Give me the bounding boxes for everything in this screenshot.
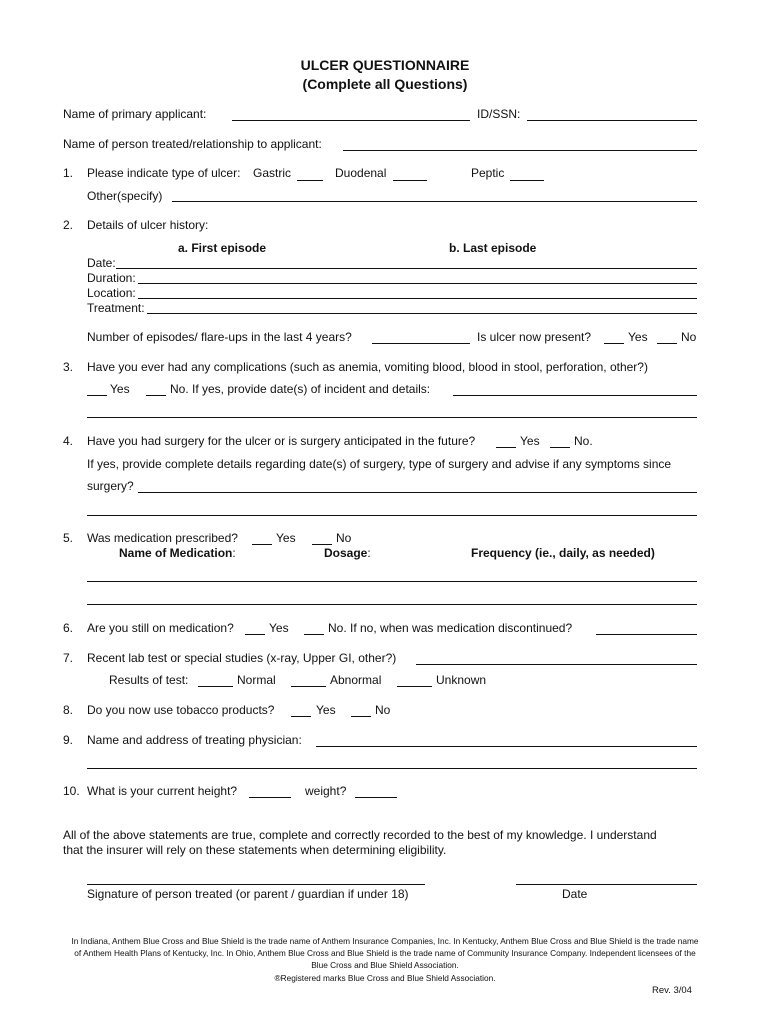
primary-applicant-label: Name of primary applicant: bbox=[63, 107, 207, 121]
footer-line-4: ®Registered marks Blue Cross and Blue Shield Association. bbox=[274, 973, 496, 983]
q5-dosage-header: Dosage: bbox=[324, 546, 371, 560]
q1-duodenal-label: Duodenal bbox=[335, 166, 387, 180]
q4-no-field[interactable] bbox=[550, 447, 570, 448]
q6-yes-label: Yes bbox=[269, 621, 289, 635]
q2-duration-label: Duration: bbox=[87, 271, 136, 285]
q5-no-label: No bbox=[336, 531, 352, 545]
q6-yes-field[interactable] bbox=[245, 634, 265, 635]
q4-yes-label: Yes bbox=[520, 434, 540, 448]
q5-medication-row-1[interactable] bbox=[87, 581, 697, 582]
q1-other-field[interactable] bbox=[172, 201, 697, 202]
q4-no-label: No. bbox=[574, 434, 593, 448]
date-label: Date bbox=[562, 887, 588, 901]
q2-first-episode: a. First episode bbox=[178, 241, 267, 255]
q7-unknown-field[interactable] bbox=[397, 686, 432, 687]
q2-location-label: Location: bbox=[87, 286, 136, 300]
q4-surgery-label: surgery? bbox=[87, 479, 134, 493]
q5-frequency-header: Frequency (ie., daily, as needed) bbox=[471, 546, 655, 560]
q2-location-field[interactable] bbox=[138, 298, 697, 299]
q2-last-episode: b. Last episode bbox=[449, 241, 537, 255]
q8-no-label: No bbox=[375, 703, 391, 717]
q4-details-text: If yes, provide complete details regarding date(s) of surgery, type of surgery and advise if any symptoms since bbox=[87, 457, 672, 471]
q5-number: 5. bbox=[63, 531, 74, 545]
q4-yes-field[interactable] bbox=[496, 447, 516, 448]
footer-line-2: of Anthem Health Plans of Kentucky, Inc. In Ohio, Anthem Blue Cross and Blue Shield is the trade name of Community Insurance Company. Independent licensees of the bbox=[74, 948, 696, 958]
q2-number: 2. bbox=[63, 218, 74, 232]
q7-field[interactable] bbox=[416, 664, 697, 665]
q8-number: 8. bbox=[63, 703, 74, 717]
q9-text: Name and address of treating physician: bbox=[87, 733, 302, 747]
q6-number: 6. bbox=[63, 621, 74, 635]
q7-normal-label: Normal bbox=[237, 673, 276, 687]
q8-yes-label: Yes bbox=[316, 703, 336, 717]
q4-text: Have you had surgery for the ulcer or is surgery anticipated in the future? bbox=[87, 434, 476, 448]
q2-present-yes-label: Yes bbox=[628, 330, 648, 344]
q3-details-field[interactable] bbox=[453, 395, 697, 396]
q8-yes-field[interactable] bbox=[291, 716, 311, 717]
q7-abnormal-field[interactable] bbox=[291, 686, 326, 687]
q5-dosage: Dosage bbox=[324, 546, 368, 560]
person-treated-label: Name of person treated/relationship to applicant: bbox=[63, 137, 322, 151]
q7-results-label: Results of test: bbox=[109, 673, 189, 687]
q2-date-label: Date: bbox=[87, 256, 116, 270]
person-treated-field[interactable] bbox=[343, 150, 697, 151]
q3-text: Have you ever had any complications (such as anemia, vomiting blood, blood in stool, perforation, other?) bbox=[87, 360, 648, 374]
q5-medication-name: Name of Medication bbox=[119, 546, 233, 560]
statement-line-1: All of the above statements are true, complete and correctly recorded to the best of my knowledge. I understand bbox=[63, 828, 657, 842]
q6-no-label: No. If no, when was medication discontinued? bbox=[328, 621, 573, 635]
q1-duodenal-field[interactable] bbox=[393, 180, 427, 181]
q9-number: 9. bbox=[63, 733, 74, 747]
q2-treatment-field[interactable] bbox=[147, 313, 697, 314]
q6-text: Are you still on medication? bbox=[87, 621, 234, 635]
q6-no-field[interactable] bbox=[304, 634, 324, 635]
q1-text: Please indicate type of ulcer: bbox=[87, 166, 241, 180]
q5-medication-header: Name of Medication: bbox=[119, 546, 236, 560]
q7-abnormal-label: Abnormal bbox=[330, 673, 382, 687]
q7-number: 7. bbox=[63, 651, 74, 665]
form-title: ULCER QUESTIONNAIRE bbox=[300, 57, 470, 73]
form-subtitle: (Complete all Questions) bbox=[302, 76, 468, 92]
q10-weight-field[interactable] bbox=[355, 797, 397, 798]
q2-present-no-field[interactable] bbox=[657, 343, 677, 344]
id-ssn-field[interactable] bbox=[527, 120, 697, 121]
q5-yes-label: Yes bbox=[276, 531, 296, 545]
footer-line-3: Blue Cross and Blue Shield Association. bbox=[311, 960, 459, 970]
q3-yes-label: Yes bbox=[110, 382, 130, 396]
q3-number: 3. bbox=[63, 360, 74, 374]
q2-episodes-label: Number of episodes/ flare-ups in the last 4 years? bbox=[87, 330, 352, 344]
q2-duration-field[interactable] bbox=[138, 283, 697, 284]
statement-line-2: that the insurer will rely on these statements when determining eligibility. bbox=[63, 843, 447, 857]
q10-weight-label: weight? bbox=[305, 784, 347, 798]
q8-no-field[interactable] bbox=[351, 716, 371, 717]
signature-label: Signature of person treated (or parent / guardian if under 18) bbox=[87, 887, 409, 901]
q10-height-field[interactable] bbox=[249, 797, 291, 798]
footer-line-1: In Indiana, Anthem Blue Cross and Blue Shield is the trade name of Anthem Insurance Companies, Inc. In Kentucky, Anthem Blue Cross and Blue Shield is the trade name bbox=[71, 936, 699, 946]
q3-yes-field[interactable] bbox=[87, 395, 107, 396]
q2-date-field[interactable] bbox=[116, 268, 697, 269]
q4-surgery-field-2[interactable] bbox=[87, 515, 697, 516]
q1-peptic-label: Peptic bbox=[471, 166, 505, 180]
q7-normal-field[interactable] bbox=[198, 686, 233, 687]
q5-text: Was medication prescribed? bbox=[87, 531, 238, 545]
q2-present-label: Is ulcer now present? bbox=[477, 330, 592, 344]
signature-field[interactable] bbox=[87, 884, 425, 885]
q2-text: Details of ulcer history: bbox=[87, 218, 209, 232]
q3-no-label: No. If yes, provide date(s) of incident and details: bbox=[170, 382, 431, 396]
q1-peptic-field[interactable] bbox=[510, 180, 544, 181]
q3-no-field[interactable] bbox=[146, 395, 166, 396]
q1-number: 1. bbox=[63, 166, 74, 180]
q1-gastric-field[interactable] bbox=[297, 180, 323, 181]
q7-text: Recent lab test or special studies (x-ray, Upper GI, other?) bbox=[87, 651, 397, 665]
q9-field-2[interactable] bbox=[87, 768, 697, 769]
primary-applicant-field[interactable] bbox=[232, 120, 470, 121]
q2-episodes-field[interactable] bbox=[372, 343, 470, 344]
q4-number: 4. bbox=[63, 434, 74, 448]
q7-unknown-label: Unknown bbox=[436, 673, 487, 687]
q3-details-field-2[interactable] bbox=[87, 417, 697, 418]
q2-treatment-label: Treatment: bbox=[87, 301, 145, 315]
q4-surgery-field[interactable] bbox=[138, 492, 697, 493]
q8-text: Do you now use tobacco products? bbox=[87, 703, 275, 717]
q2-present-no-label: No bbox=[681, 330, 697, 344]
q9-field[interactable] bbox=[316, 746, 697, 747]
q5-yes-field[interactable] bbox=[252, 544, 272, 545]
q10-number: 10. bbox=[63, 784, 80, 798]
q5-medication-row-2[interactable] bbox=[87, 604, 697, 605]
revision-label: Rev. 3/04 bbox=[652, 985, 692, 996]
q1-gastric-label: Gastric bbox=[253, 166, 292, 180]
q5-no-field[interactable] bbox=[312, 544, 332, 545]
q1-other-label: Other(specify) bbox=[87, 189, 163, 203]
q6-discontinued-field[interactable] bbox=[596, 634, 697, 635]
id-ssn-label: ID/SSN: bbox=[477, 107, 521, 121]
q2-present-yes-field[interactable] bbox=[604, 343, 624, 344]
q10-text: What is your current height? bbox=[87, 784, 238, 798]
date-field[interactable] bbox=[516, 884, 697, 885]
